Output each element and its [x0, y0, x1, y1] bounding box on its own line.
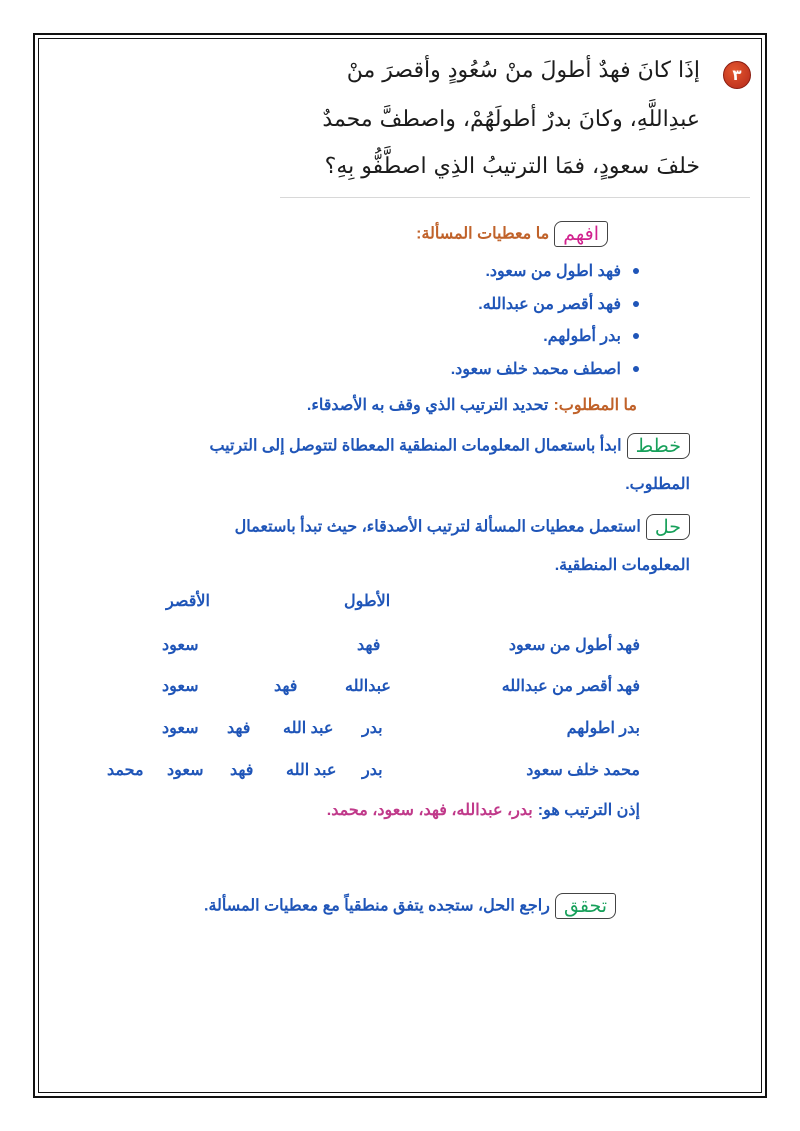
- solve-row-label: فهد أقصر من عبدالله: [501, 678, 640, 695]
- plan-tag: خطط: [627, 433, 690, 459]
- order-cell: عبدالله: [345, 678, 391, 695]
- required-row: [307, 395, 637, 415]
- order-cell: بدر: [362, 762, 383, 779]
- order-cell: فهد: [227, 720, 251, 737]
- solve-row-label: فهد أطول من سعود: [508, 637, 640, 654]
- list-item: فهد أقصر من عبدالله.: [345, 291, 645, 324]
- column-header-shortest: الأقصر: [166, 593, 210, 610]
- solve-text-2: المعلومات المنطقية.: [554, 557, 690, 574]
- problem-line-1: إذَا كانَ فهدٌ أطولَ منْ سُعُودٍ وأقصرَ منْ: [346, 58, 700, 83]
- order-cell: فهد: [230, 762, 254, 779]
- solve-text-1: استعمل معطيات المسألة لترتيب الأصدقاء، حيث تبدأ باستعمال: [234, 518, 641, 536]
- bullet-icon: [633, 301, 639, 307]
- list-item: اصطف محمد خلف سعود.: [345, 356, 645, 389]
- order-cell: سعود: [167, 762, 204, 779]
- column-header-tallest: الأطول: [344, 593, 391, 610]
- divider: [280, 197, 750, 198]
- order-cell: سعود: [162, 720, 199, 737]
- problem-line-3: خلفَ سعودٍ، فمَا الترتيبُ الذِي اصطَّفُّو بِهِ؟: [324, 154, 700, 179]
- order-cell: فهد: [357, 637, 381, 654]
- order-cell: سعود: [162, 678, 199, 695]
- required-label: ما المطلوب:: [553, 397, 637, 414]
- verify-text: راجع الحل، ستجده يتفق منطقياً مع معطيات المسألة.: [204, 897, 550, 915]
- verify-row: [204, 893, 616, 919]
- plan-text-2: المطلوب.: [625, 476, 690, 493]
- problem-number-badge: ٣: [723, 61, 751, 89]
- order-cell: عبد الله: [286, 762, 337, 779]
- order-cell: عبد الله: [283, 720, 334, 737]
- bullet-icon: [633, 268, 639, 274]
- bullet-icon: [633, 333, 639, 339]
- required-text: تحديد الترتيب الذي وقف به الأصدقاء.: [306, 397, 549, 414]
- understand-heading: ما معطيات المسألة:: [416, 225, 550, 243]
- understand-tag: افهم: [554, 221, 608, 247]
- givens-list: [345, 258, 645, 388]
- understand-heading-row: [416, 221, 608, 247]
- order-cell: بدر: [362, 720, 383, 737]
- solve-row: [235, 514, 690, 540]
- conclusion-row: [327, 800, 640, 820]
- bullet-icon: [633, 366, 639, 372]
- order-cell: محمد: [107, 762, 144, 779]
- list-item: بدر أطولهم.: [345, 323, 645, 356]
- order-cell: سعود: [162, 637, 199, 654]
- list-item: فهد اطول من سعود.: [345, 258, 645, 291]
- conclusion-value: بدر، عبدالله، فهد، سعود، محمد.: [326, 802, 533, 819]
- plan-text-1: ابدأ باستعمال المعلومات المنطقية المعطاة لتتوصل إلى الترتيب: [209, 437, 622, 455]
- plan-row: [209, 433, 690, 459]
- order-cell: فهد: [274, 678, 298, 695]
- problem-line-2: عبدِاللَّهِ، وكانَ بدرٌ أطولَهُمْ، واصطفَّ محمدٌ: [322, 107, 700, 132]
- verify-tag: تحقق: [555, 893, 616, 919]
- solve-row-label: بدر اطولهم: [566, 720, 640, 737]
- solve-tag: حل: [646, 514, 690, 540]
- conclusion-label: إذن الترتيب هو:: [537, 802, 640, 819]
- solve-row-label: محمد خلف سعود: [526, 762, 640, 779]
